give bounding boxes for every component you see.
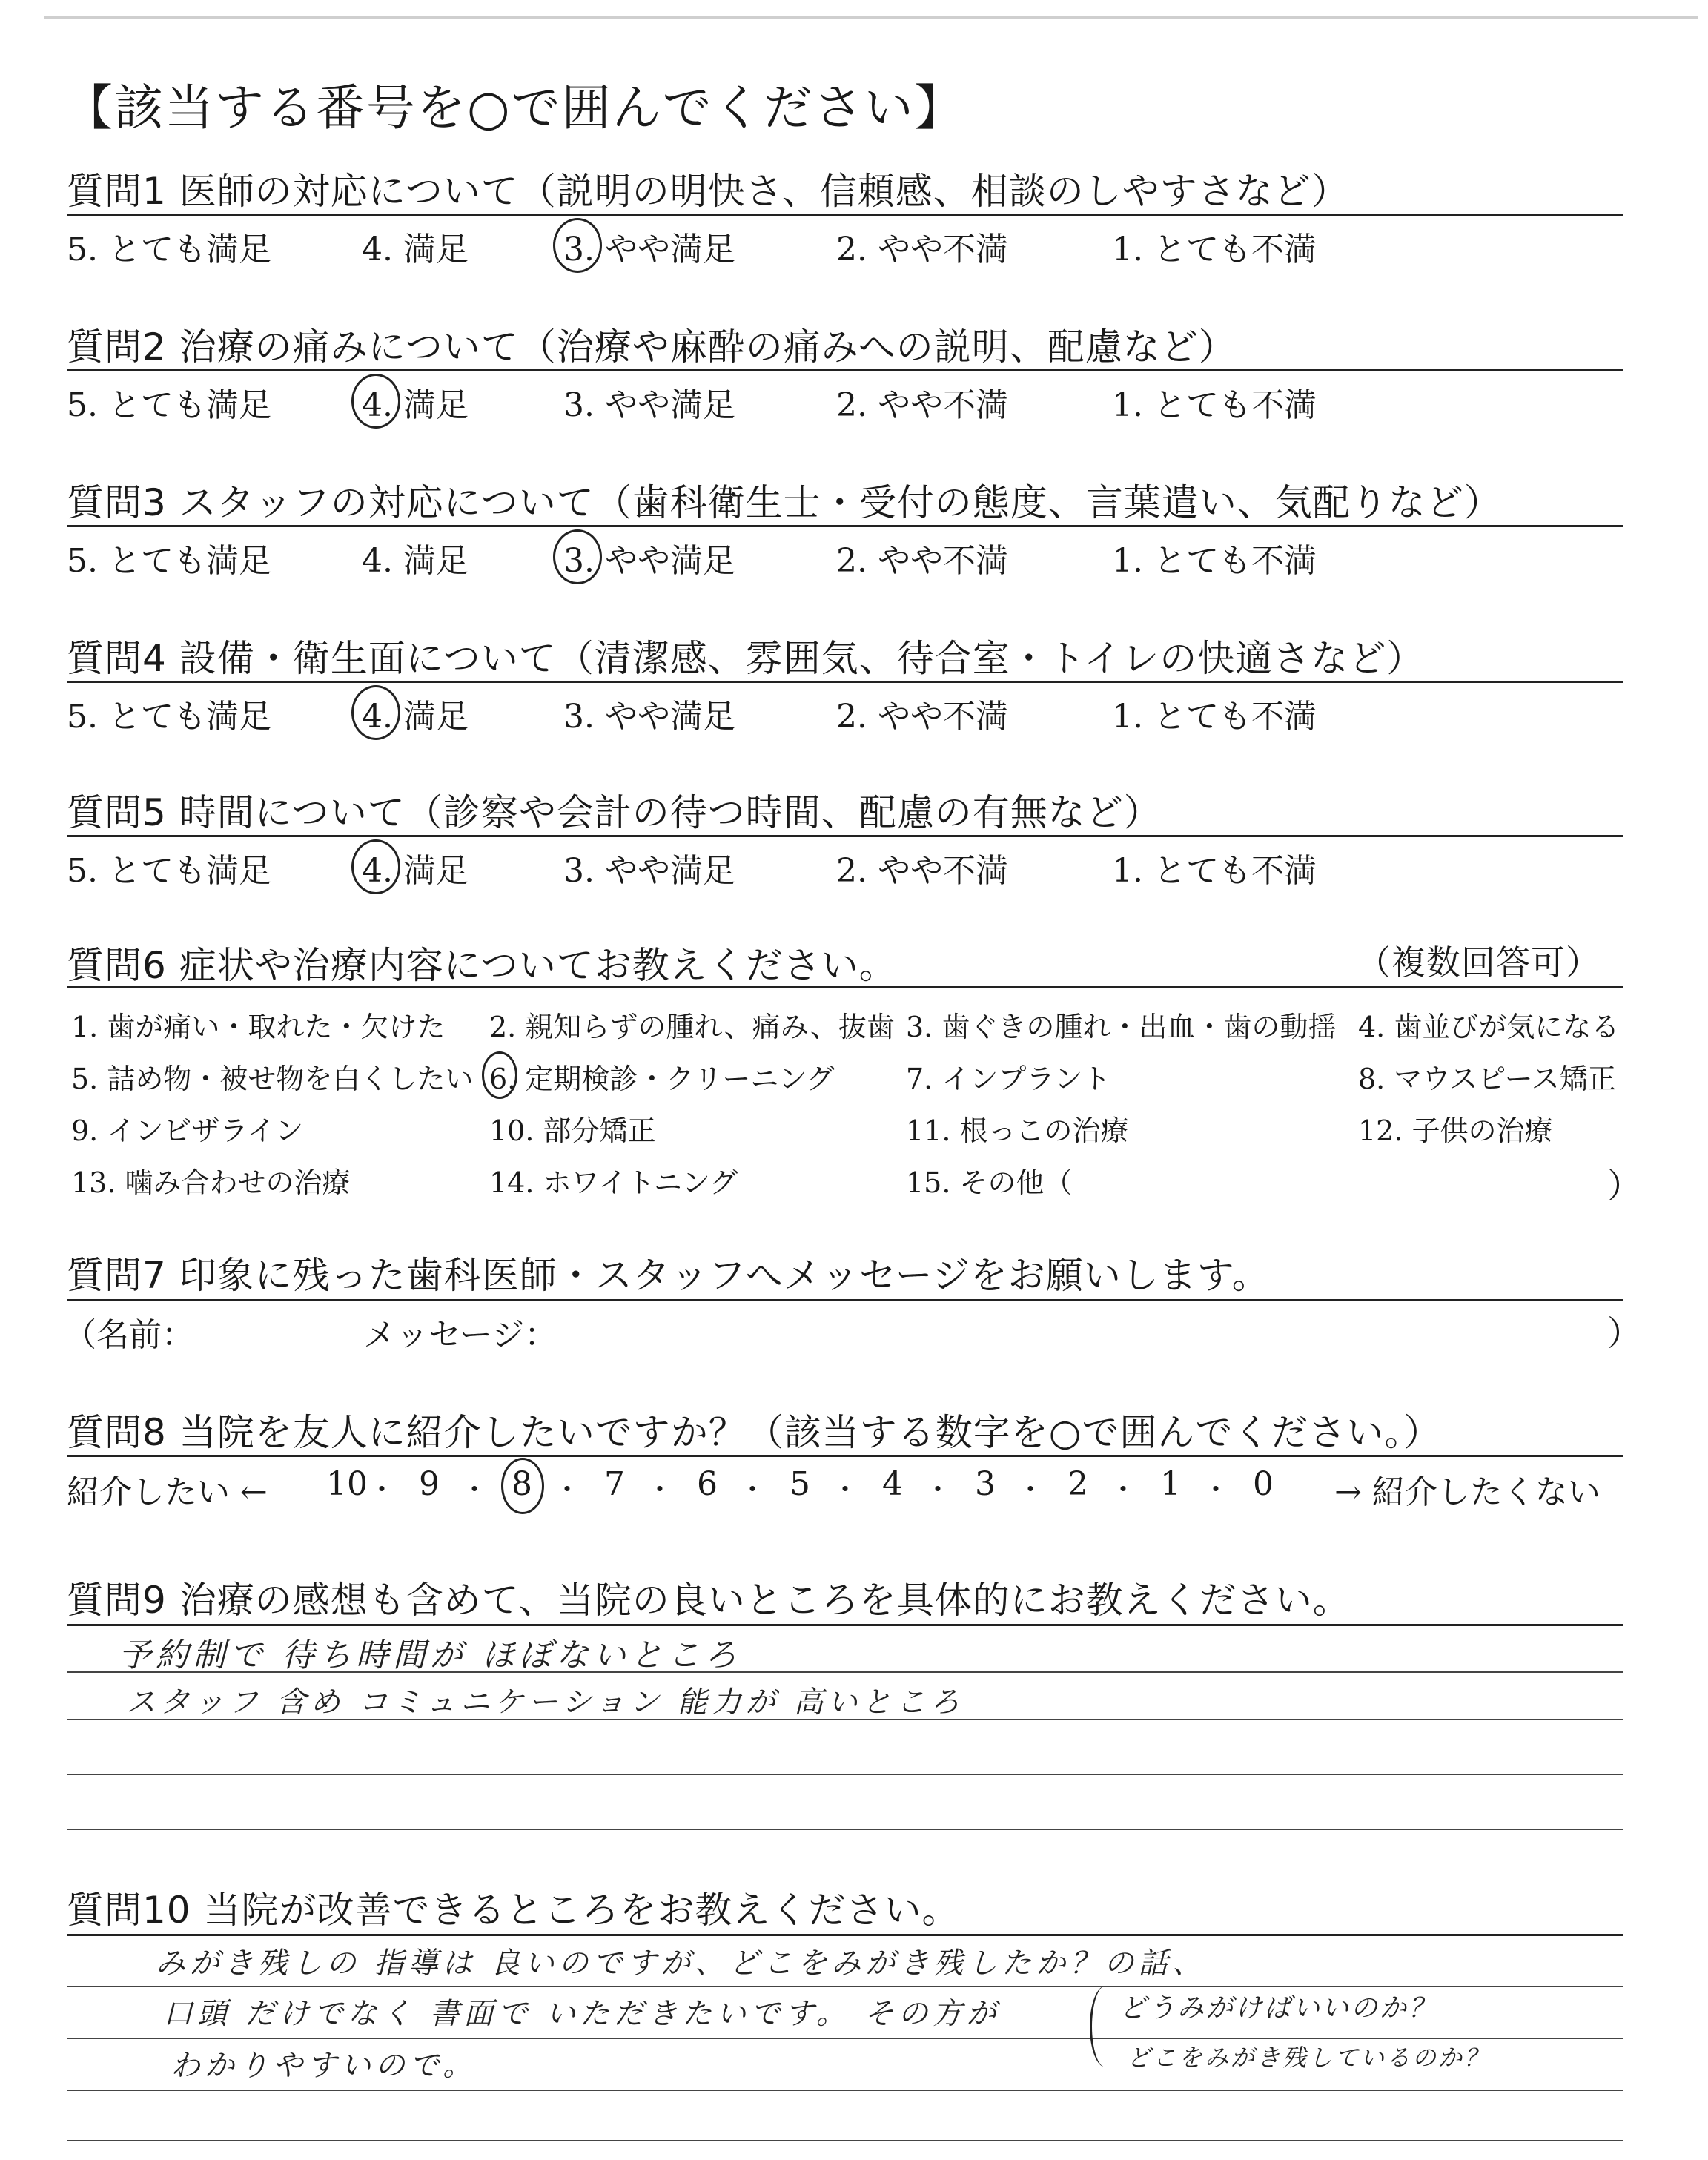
q5-selection-circle: [351, 839, 400, 894]
q8-scale-5[interactable]: 5: [790, 1465, 810, 1503]
q6-other-close: ）: [1607, 1166, 1641, 1206]
q8-scale-6[interactable]: 6: [697, 1465, 718, 1503]
q6-option-11[interactable]: 11. 根っこの治療: [906, 1114, 1129, 1147]
q1-option-3[interactable]: 3. やや満足: [563, 231, 735, 268]
q6-label: 質問6 症状や治療内容についてお教えください。: [67, 944, 897, 987]
q8-scale-8[interactable]: 8: [512, 1465, 532, 1503]
q2-selection-circle: [351, 374, 400, 429]
q5-option-1[interactable]: 1. とても不満: [1112, 852, 1317, 890]
q8-scale-separator: ・: [553, 1473, 582, 1506]
q7-close: ）: [1607, 1313, 1641, 1353]
q2-option-3[interactable]: 3. やや満足: [563, 386, 735, 424]
top-border-line: [44, 16, 1698, 19]
q2-label: 質問2 治療の痛みについて（治療や麻酔の痛みへの説明、配慮など）: [67, 326, 1237, 369]
q6-option-15[interactable]: 15. その他（: [906, 1166, 1073, 1199]
q3-option-3[interactable]: 3. やや満足: [563, 542, 735, 580]
q1-option-1[interactable]: 1. とても不満: [1112, 231, 1317, 268]
q4-option-3[interactable]: 3. やや満足: [563, 698, 735, 736]
q4-option-2[interactable]: 2. やや不満: [836, 698, 1008, 736]
q2-rule: [67, 369, 1623, 371]
q10-answer-1: みがき残しの 指導は 良いのですが、どこをみがき残したか？の話、: [156, 1946, 1207, 1981]
q2-option-1[interactable]: 1. とても不満: [1112, 386, 1317, 424]
q8-scale-7[interactable]: 7: [604, 1465, 625, 1503]
q8-scale-separator: ・: [646, 1473, 675, 1506]
q1-selection-circle: [553, 218, 602, 273]
q6-option-7[interactable]: 7. インプラント: [906, 1063, 1111, 1095]
q8-rule: [67, 1455, 1623, 1457]
q10-label: 質問10 当院が改善できるところをお教えください。: [67, 1889, 960, 1932]
q9-rule-3: [67, 1774, 1623, 1775]
q10-rule-3: [67, 2090, 1623, 2091]
q6-option-9[interactable]: 9. インビザライン: [71, 1114, 304, 1147]
q8-selection-circle: [501, 1458, 544, 1514]
q5-option-4[interactable]: 4. 満足: [362, 852, 469, 890]
q6-option-6[interactable]: 6. 定期検診・クリーニング: [489, 1063, 835, 1095]
q10-rule-4: [67, 2140, 1623, 2141]
q2-option-2[interactable]: 2. やや不満: [836, 386, 1008, 424]
q6-note: （複数回答可）: [1357, 942, 1601, 982]
form-header: 【該当する番号を○で囲んでください】: [64, 79, 965, 136]
q8-scale-separator: ・: [738, 1473, 767, 1506]
q5-option-2[interactable]: 2. やや不満: [836, 852, 1008, 890]
q7-label: 質問7 印象に残った歯科医師・スタッフへメッセージをお願いします。: [67, 1254, 1270, 1297]
q8-scale-separator: ・: [831, 1473, 860, 1506]
q3-option-4[interactable]: 4. 満足: [362, 542, 469, 580]
q1-label: 質問1 医師の対応について（説明の明快さ、信頼感、相談のしやすさなど）: [67, 170, 1349, 213]
q6-option-4[interactable]: 4. 歯並びが気になる: [1358, 1011, 1620, 1043]
q9-rule-4: [67, 1829, 1623, 1830]
q8-scale-10[interactable]: 10: [326, 1465, 368, 1503]
q6-option-2[interactable]: 2. 親知らずの腫れ、痛み、抜歯: [489, 1011, 895, 1043]
q1-option-4[interactable]: 4. 満足: [362, 231, 469, 268]
q6-option-8[interactable]: 8. マウスピース矯正: [1358, 1063, 1616, 1095]
q5-option-5[interactable]: 5. とても満足: [67, 852, 271, 890]
q9-answer-2: スタッフ 含め コミュニケーション 能力が 高いところ: [126, 1685, 964, 1720]
q8-scale-separator: ・: [1016, 1473, 1045, 1506]
q3-rule: [67, 525, 1623, 527]
q6-selection-circle: [482, 1051, 517, 1099]
q6-option-12[interactable]: 12. 子供の治療: [1358, 1114, 1553, 1147]
q10-aside-2: どこをみがき残しているのか？: [1127, 2044, 1491, 2072]
q5-option-3[interactable]: 3. やや満足: [563, 852, 735, 890]
q8-scale-4[interactable]: 4: [882, 1465, 903, 1503]
q4-option-1[interactable]: 1. とても不満: [1112, 698, 1317, 736]
q10-answer-2: 口頭 だけでなく 書面で いただきたいです。 その方が: [163, 1997, 1001, 2031]
q6-option-1[interactable]: 1. 歯が痛い・取れた・欠けた: [71, 1011, 446, 1043]
q8-scale-9[interactable]: 9: [419, 1465, 440, 1503]
q6-option-3[interactable]: 3. 歯ぐきの腫れ・出血・歯の動揺: [906, 1011, 1337, 1043]
q7-rule: [67, 1299, 1623, 1301]
q6-option-13[interactable]: 13. 噛み合わせの治療: [71, 1166, 351, 1199]
q7-name-label: （名前：: [64, 1316, 194, 1354]
q4-selection-circle: [351, 685, 400, 740]
q7-message-label: メッセージ：: [363, 1316, 557, 1354]
q8-scale-2[interactable]: 2: [1068, 1465, 1088, 1503]
q6-option-14[interactable]: 14. ホワイトニング: [489, 1166, 738, 1199]
q8-scale-3[interactable]: 3: [975, 1465, 996, 1503]
q3-label: 質問3 スタッフの対応について（歯科衛生士・受付の態度、言葉遣い、気配りなど）: [67, 481, 1502, 524]
q1-option-5[interactable]: 5. とても満足: [67, 231, 271, 268]
q2-option-5[interactable]: 5. とても満足: [67, 386, 271, 424]
q9-rule-1: [67, 1671, 1623, 1673]
q5-rule: [67, 835, 1623, 837]
q8-scale-0[interactable]: 0: [1253, 1465, 1274, 1503]
q5-label: 質問5 時間について（診察や会計の待つ時間、配慮の有無など）: [67, 791, 1162, 834]
q8-scale-separator: ・: [924, 1473, 953, 1506]
q8-scale-separator: ・: [368, 1473, 397, 1506]
q4-option-4[interactable]: 4. 満足: [362, 698, 469, 736]
q8-scale-1[interactable]: 1: [1160, 1465, 1181, 1503]
q8-scale-separator: ・: [460, 1473, 489, 1506]
q3-option-5[interactable]: 5. とても満足: [67, 542, 271, 580]
q8-left-label: 紹介したい ←: [67, 1473, 268, 1511]
q8-right-label: → 紹介したくない: [1334, 1473, 1601, 1511]
q2-option-4[interactable]: 4. 満足: [362, 386, 469, 424]
q1-option-2[interactable]: 2. やや不満: [836, 231, 1008, 268]
q9-answer-1: 予約制で 待ち時間が ほぼないところ: [119, 1636, 741, 1674]
q8-label: 質問8 当院を友人に紹介したいですか？（該当する数字を○で囲んでください。）: [67, 1411, 1442, 1454]
q8-scale-separator: ・: [1202, 1473, 1231, 1506]
q6-option-10[interactable]: 10. 部分矯正: [489, 1114, 656, 1147]
q10-aside-1: どうみがけばいいのか？: [1119, 1993, 1438, 2024]
q4-rule: [67, 681, 1623, 683]
q3-option-2[interactable]: 2. やや不満: [836, 542, 1008, 580]
q3-option-1[interactable]: 1. とても不満: [1112, 542, 1317, 580]
q6-rule: [67, 986, 1623, 988]
q4-option-5[interactable]: 5. とても満足: [67, 698, 271, 736]
q3-selection-circle: [553, 529, 602, 584]
q9-rule-0: [67, 1624, 1623, 1626]
q6-option-5[interactable]: 5. 詰め物・被せ物を白くしたい: [71, 1063, 474, 1095]
q1-rule: [67, 214, 1623, 216]
q10-rule-0: [67, 1934, 1623, 1936]
q10-aside-bracket: [1090, 1986, 1122, 2067]
q8-scale-separator: ・: [1109, 1473, 1138, 1506]
q9-label: 質問9 治療の感想も含めて、当院の良いところを具体的にお教えください。: [67, 1579, 1351, 1622]
q9-rule-2: [67, 1719, 1623, 1720]
q4-label: 質問4 設備・衛生面について（清潔感、雰囲気、待合室・トイレの快適さなど）: [67, 637, 1425, 680]
q10-answer-3: わかりやすいので。: [171, 2049, 477, 2083]
